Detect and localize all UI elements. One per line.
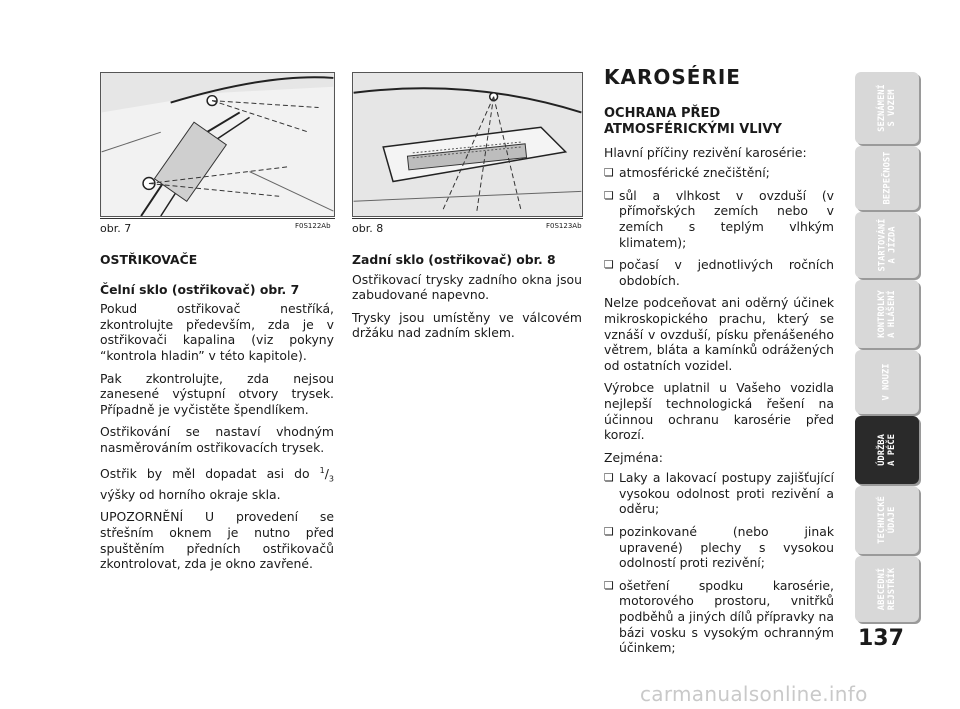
fraction-numerator: 1 bbox=[319, 465, 325, 475]
protection-item-1: ❏ Laky a lakovací postupy zajišťující vysokou odolnost proti rezivění a oděru; bbox=[604, 470, 834, 517]
col3-paragraph-1: Nelze podceňovat ani oděrný účinek mikroskopického prachu, který se vznáší v ovzduší, písku přenášeného větrem, bláta a kamínků odrážených od ostatních vozidel. bbox=[604, 295, 834, 373]
tab-starting-driving[interactable] bbox=[855, 212, 919, 278]
col3-paragraph-2: Výrobce uplatnil u Vašeho vozidla nejlepší technologická řešení na účinnou ochranu karosérie před korozí. bbox=[604, 380, 834, 443]
col1-paragraph-2: Pak zkontrolujte, zda nejsou zanesené výstupní otvory trysek. Případně je vyčistěte špendlíkem. bbox=[100, 370, 334, 417]
watermark: carmanualsonline.info bbox=[640, 682, 868, 706]
col1-paragraph-4 bbox=[100, 463, 334, 503]
protection-subheading-line-1: OCHRANA PŘED bbox=[604, 105, 721, 121]
figure-7-code: F0S122Ab bbox=[295, 222, 331, 230]
rust-cause-item-3: ❏ počasí v jednotlivých ročních obdobích. bbox=[604, 257, 834, 288]
windshield-washer-illustration bbox=[101, 73, 334, 216]
tab-label: SEZNÁMENÍ S VOZEM bbox=[876, 84, 897, 132]
protection-item-3: ❏ ošetření spodku karosérie, motorového prostoru, vnitřků podběhů a jiných dílů přípravky na bázi vosku s vysokým ochranným účinkem; bbox=[604, 578, 834, 656]
tab-technical-data[interactable] bbox=[855, 486, 919, 554]
col3-intro: Hlavní příčiny rezivění karosérie: bbox=[604, 144, 807, 160]
fraction-denominator: 3 bbox=[328, 474, 334, 484]
col1-p4-after: výšky od horního okraje skla. bbox=[100, 486, 281, 502]
figure-8-code: F0S123Ab bbox=[546, 222, 582, 230]
tab-label: ÚDRŽBA A PÉČE bbox=[877, 434, 897, 466]
section-heading-washers: OSTŘIKOVAČE bbox=[100, 252, 198, 267]
page-number: 137 bbox=[858, 626, 904, 651]
tab-safety[interactable] bbox=[855, 146, 919, 210]
tab-maintenance[interactable] bbox=[855, 416, 919, 484]
col2-paragraph-2: Trysky jsou umístěny ve válcovém držáku nad zadním sklem. bbox=[352, 309, 582, 341]
column-bodywork bbox=[604, 65, 834, 663]
col3-paragraph-3: Zejména: bbox=[604, 449, 663, 465]
figure-8-rule bbox=[352, 218, 583, 219]
figure-8-caption: obr. 8 bbox=[352, 222, 384, 235]
col1-p4-before: Ostřik by měl dopadat asi do bbox=[100, 465, 320, 481]
protection-item-2: ❏ pozinkované (nebo jinak upravené) plechy s vysokou odolností proti rezivění; bbox=[604, 524, 834, 571]
tab-label: ABECEDNÍ REJSTŘÍK bbox=[877, 567, 897, 611]
col1-paragraph-3: Ostřikování se nastaví vhodným nasměrováním ostřikovacích trysek. bbox=[100, 424, 334, 455]
tab-index[interactable] bbox=[855, 556, 919, 622]
col2-paragraph-1: Ostřikovací trysky zadního okna jsou zabudované napevno. bbox=[352, 271, 582, 303]
col1-paragraph-1: Pokud ostřikovač nestříká, zkontrolujte především, zda je v ostřikovači kapalina (viz pokyny “kontrola hladin” v této kapitole). bbox=[100, 301, 334, 363]
figure-7-caption: obr. 7 bbox=[100, 222, 132, 235]
tab-label: KONTROLKY A HLÁŠENÍ bbox=[876, 290, 897, 338]
col1-warning: UPOZORNĚNÍ U provedení se střešním oknem je nutno před spuštěním předních ostřikovačů zkontrolovat, zda je okno zavřené. bbox=[100, 509, 334, 572]
rear-washer-subheading: Zadní sklo (ostřikovač) obr. 8 bbox=[352, 252, 556, 267]
tab-label: BEZPEČNOST bbox=[882, 151, 892, 205]
windshield-washer-subheading: Čelní sklo (ostřikovač) obr. 7 bbox=[100, 281, 300, 297]
figure-7-rule bbox=[100, 218, 335, 219]
rust-cause-item-1: ❏ atmosférické znečištění; bbox=[604, 165, 834, 181]
tab-emergency[interactable] bbox=[855, 350, 919, 414]
fraction-slash: / bbox=[324, 465, 329, 481]
column-rear-washer bbox=[352, 252, 582, 348]
tab-warning-lights[interactable] bbox=[855, 280, 919, 348]
tab-label: TECHNICKÉ ÚDAJE bbox=[876, 496, 897, 544]
rust-cause-item-2: ❏ sůl a vlhkost v ovzduší (v přímořských zemích nebo v zemích s teplým vlhkým klimatem); bbox=[604, 188, 834, 250]
protection-subheading-line-2: ATMOSFÉRICKÝMI VLIVY bbox=[604, 121, 782, 137]
tab-label: V NOUZI bbox=[881, 363, 892, 401]
rear-washer-illustration bbox=[353, 73, 582, 216]
figure-rear-washer bbox=[352, 72, 583, 217]
tab-label: STARTOVÁNÍ A JÍZDA bbox=[877, 218, 897, 272]
bodywork-title: KAROSÉRIE bbox=[604, 65, 741, 89]
column-washers bbox=[100, 252, 334, 579]
figure-windshield-washer bbox=[100, 72, 335, 217]
tab-getting-to-know[interactable] bbox=[855, 72, 919, 144]
